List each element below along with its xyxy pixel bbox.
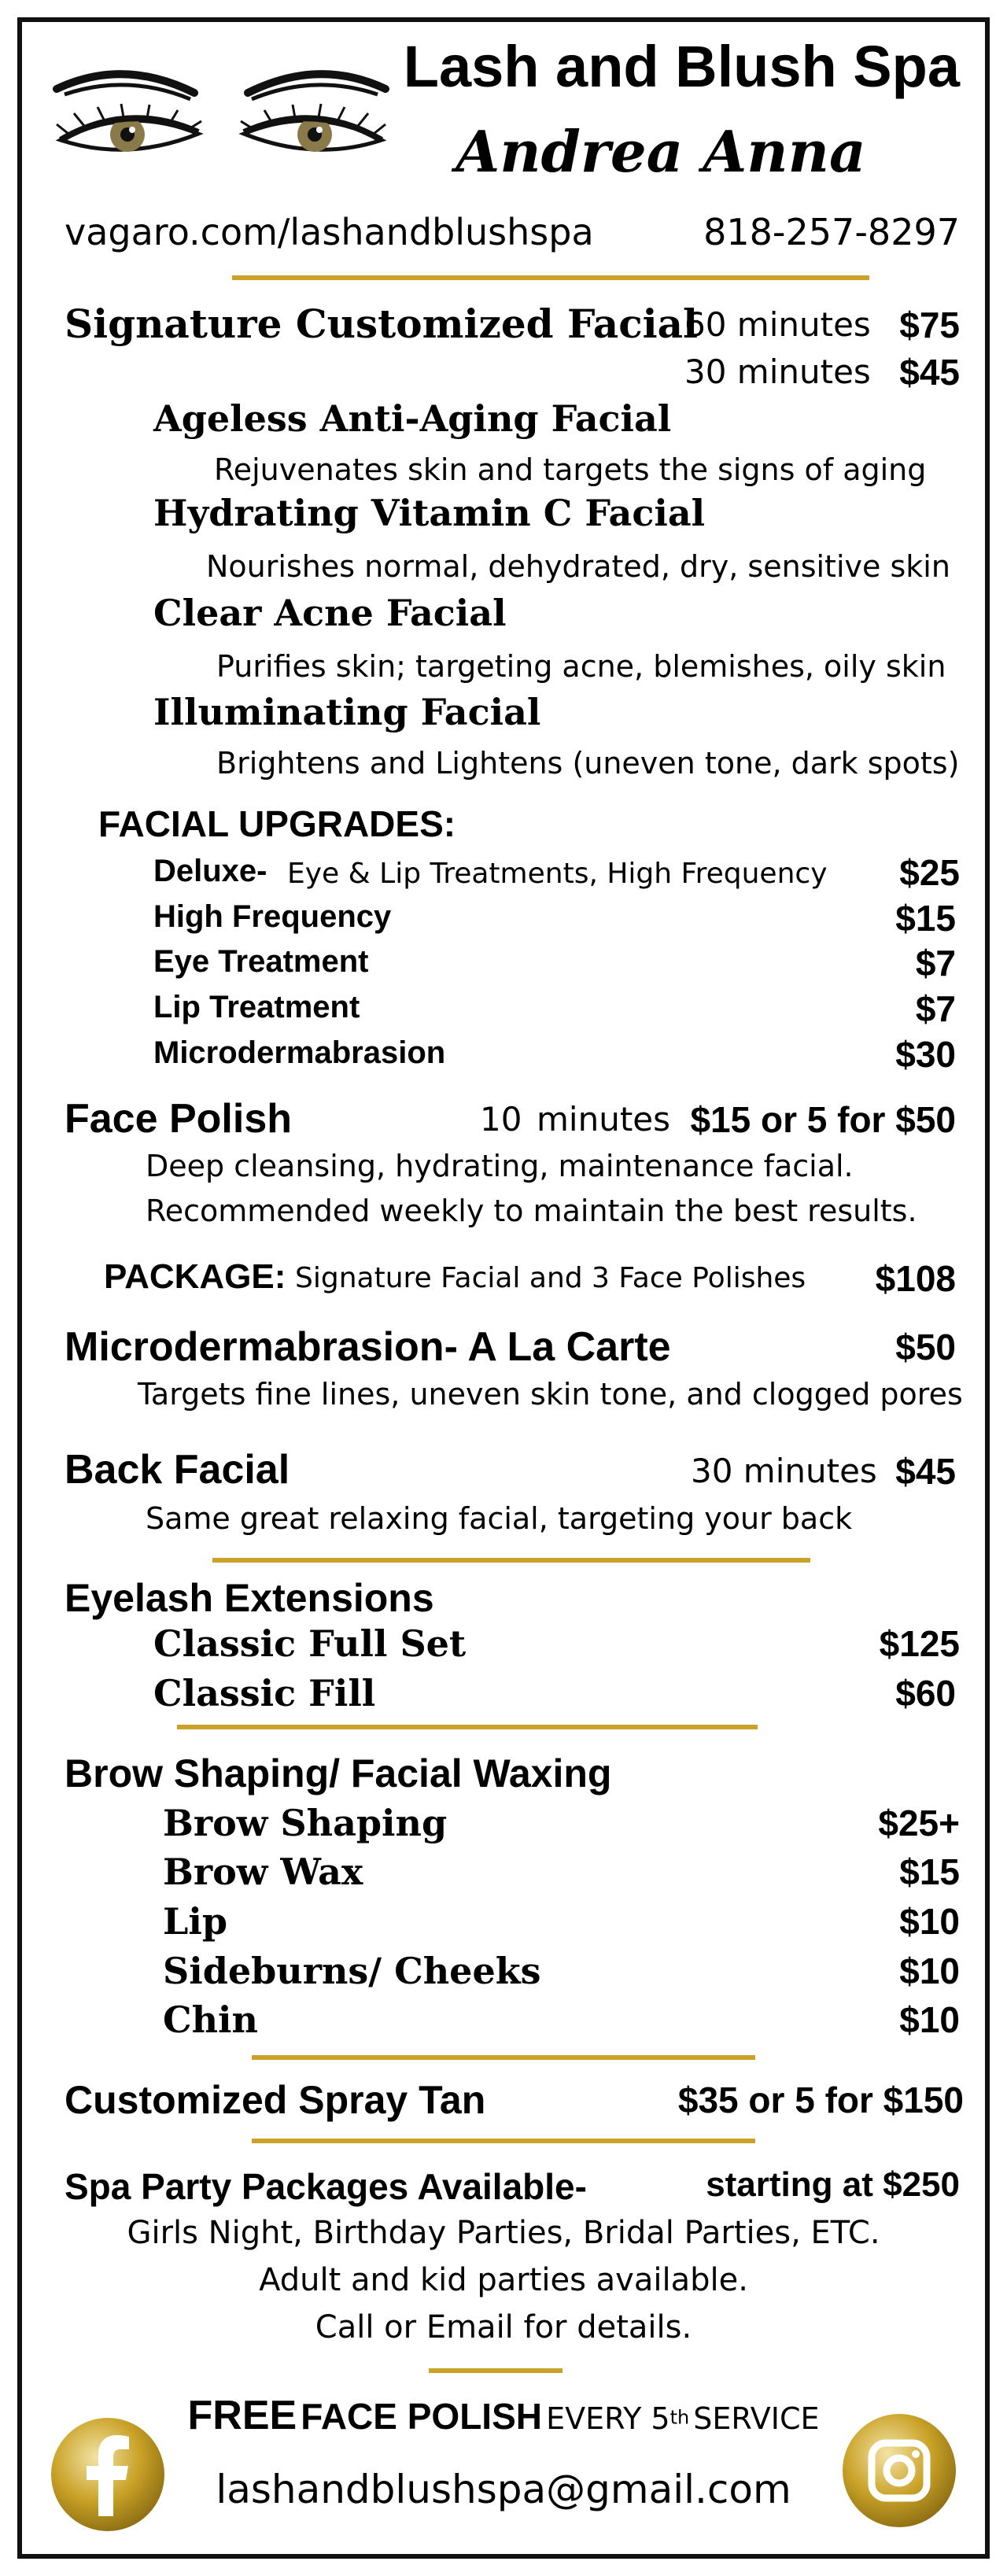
upgrade-price: $30 [895, 1034, 956, 1075]
face-polish-title: Face Polish [65, 1096, 292, 1142]
divider [252, 2139, 755, 2143]
back-facial-duration: 30 minutes [691, 1452, 877, 1490]
facial-type-name: Clear Acne Facial [153, 592, 507, 634]
facial-type-desc: Purifies skin; targeting acne, blemishes, oily skin [216, 649, 946, 684]
signature-price-60: $75 [899, 304, 960, 345]
upgrade-price: $7 [915, 988, 956, 1029]
brow-item-name: Chin [163, 1998, 258, 2041]
divider [252, 2055, 755, 2060]
left-eye-icon [49, 61, 206, 164]
party-title: Spa Party Packages Available- [65, 2166, 587, 2207]
upgrade-price: $7 [915, 943, 956, 984]
email-link[interactable]: lashandblushspa@gmail.com [216, 2467, 791, 2512]
brow-item-price: $10 [899, 1999, 960, 2040]
facial-type-name: Illuminating Facial [153, 691, 541, 733]
micro-desc: Targets fine lines, uneven skin tone, and clogged pores [138, 1377, 963, 1412]
upgrade-price: $15 [895, 898, 956, 939]
lash-item-price: $125 [879, 1623, 960, 1664]
party-line: Call or Email for details. [315, 2309, 692, 2345]
brow-item-price: $25+ [878, 1803, 960, 1843]
free-promo [157, 2392, 850, 2439]
lash-item-name: Classic Full Set [153, 1622, 467, 1665]
upgrade-name: Eye Treatment [153, 944, 369, 979]
divider [177, 1725, 758, 1729]
facial-type-desc: Brightens and Lightens (uneven tone, dark spots) [216, 746, 960, 781]
spray-tan-title: Customized Spray Tan [65, 2078, 486, 2122]
party-line: Adult and kid parties available. [259, 2262, 748, 2298]
brow-item-name: Brow Wax [163, 1851, 363, 1893]
lashes-title: Eyelash Extensions [65, 1576, 434, 1620]
package-label: PACKAGE: [104, 1257, 286, 1296]
owner-name: Andrea Anna [456, 118, 866, 185]
face-polish-desc: Recommended weekly to maintain the best results. [146, 1194, 917, 1228]
micro-title: Microdermabrasion- A La Carte [65, 1324, 671, 1370]
promo-free: FREE [187, 2393, 297, 2438]
lash-item-name: Classic Fill [153, 1672, 376, 1714]
package-desc: Signature Facial and 3 Face Polishes [295, 1262, 806, 1294]
package-price: $108 [875, 1258, 956, 1299]
face-polish-desc: Deep cleansing, hydrating, maintenance facial. [146, 1149, 854, 1183]
upgrade-name: Microdermabrasion [153, 1035, 446, 1070]
facebook-icon[interactable] [49, 2415, 167, 2534]
back-facial-title: Back Facial [65, 1447, 290, 1493]
upgrade-detail: Eye & Lip Treatments, High Frequency [287, 858, 828, 890]
promo-service: SERVICE [693, 2401, 820, 2436]
back-facial-price: $45 [895, 1451, 956, 1492]
spray-tan-price: $35 or 5 for $150 [677, 2080, 964, 2120]
facial-type-desc: Nourishes normal, dehydrated, dry, sensitive skin [206, 549, 950, 584]
signature-duration-60: 60 minutes [684, 305, 871, 344]
back-facial-desc: Same great relaxing facial, targeting your back [146, 1501, 853, 1536]
divider [429, 2368, 563, 2373]
promo-face-polish: FACE POLISH [301, 2396, 542, 2437]
signature-duration-30: 30 minutes [684, 352, 871, 391]
upgrade-name: Deluxe- [153, 854, 267, 888]
right-eye-icon [236, 61, 393, 164]
upgrade-price: $25 [899, 852, 960, 893]
upgrades-heading: FACIAL UPGRADES: [98, 803, 456, 844]
face-polish-duration-unit: minutes [537, 1100, 671, 1139]
brow-item-price: $10 [899, 1901, 960, 1942]
upgrade-name: Lip Treatment [153, 990, 360, 1024]
brow-item-price: $15 [899, 1851, 960, 1892]
promo-every: EVERY 5 [546, 2401, 670, 2436]
divider [232, 275, 869, 280]
face-polish-duration-num: 10 [480, 1100, 522, 1139]
instagram-icon[interactable] [840, 2412, 958, 2530]
lash-item-price: $60 [895, 1673, 956, 1714]
micro-price: $50 [895, 1327, 956, 1367]
divider [212, 1558, 810, 1563]
signature-price-30: $45 [899, 352, 960, 393]
facial-type-name: Hydrating Vitamin C Facial [153, 492, 706, 534]
brow-item-name: Lip [163, 1900, 227, 1943]
party-line: Girls Night, Birthday Parties, Bridal Parties, ETC. [127, 2215, 880, 2251]
signature-facial-title: Signature Customized Facial [65, 301, 699, 347]
website-link[interactable]: vagaro.com/lashandblushspa [65, 211, 594, 253]
promo-sup: th [669, 2406, 690, 2429]
upgrade-name: High Frequency [153, 899, 392, 934]
brow-item-name: Sideburns/ Cheeks [163, 1950, 541, 1992]
brow-item-price: $10 [899, 1950, 960, 1991]
facial-type-name: Ageless Anti-Aging Facial [153, 397, 672, 440]
brows-title: Brow Shaping/ Facial Waxing [65, 1751, 612, 1795]
business-name: Lash and Blush Spa [403, 34, 960, 99]
facial-type-desc: Rejuvenates skin and targets the signs of aging [214, 452, 927, 487]
phone-number[interactable]: 818-257-8297 [703, 211, 960, 253]
brow-item-name: Brow Shaping [163, 1802, 448, 1844]
party-price: starting at $250 [706, 2165, 960, 2204]
face-polish-price: $15 or 5 for $50 [690, 1099, 956, 1140]
